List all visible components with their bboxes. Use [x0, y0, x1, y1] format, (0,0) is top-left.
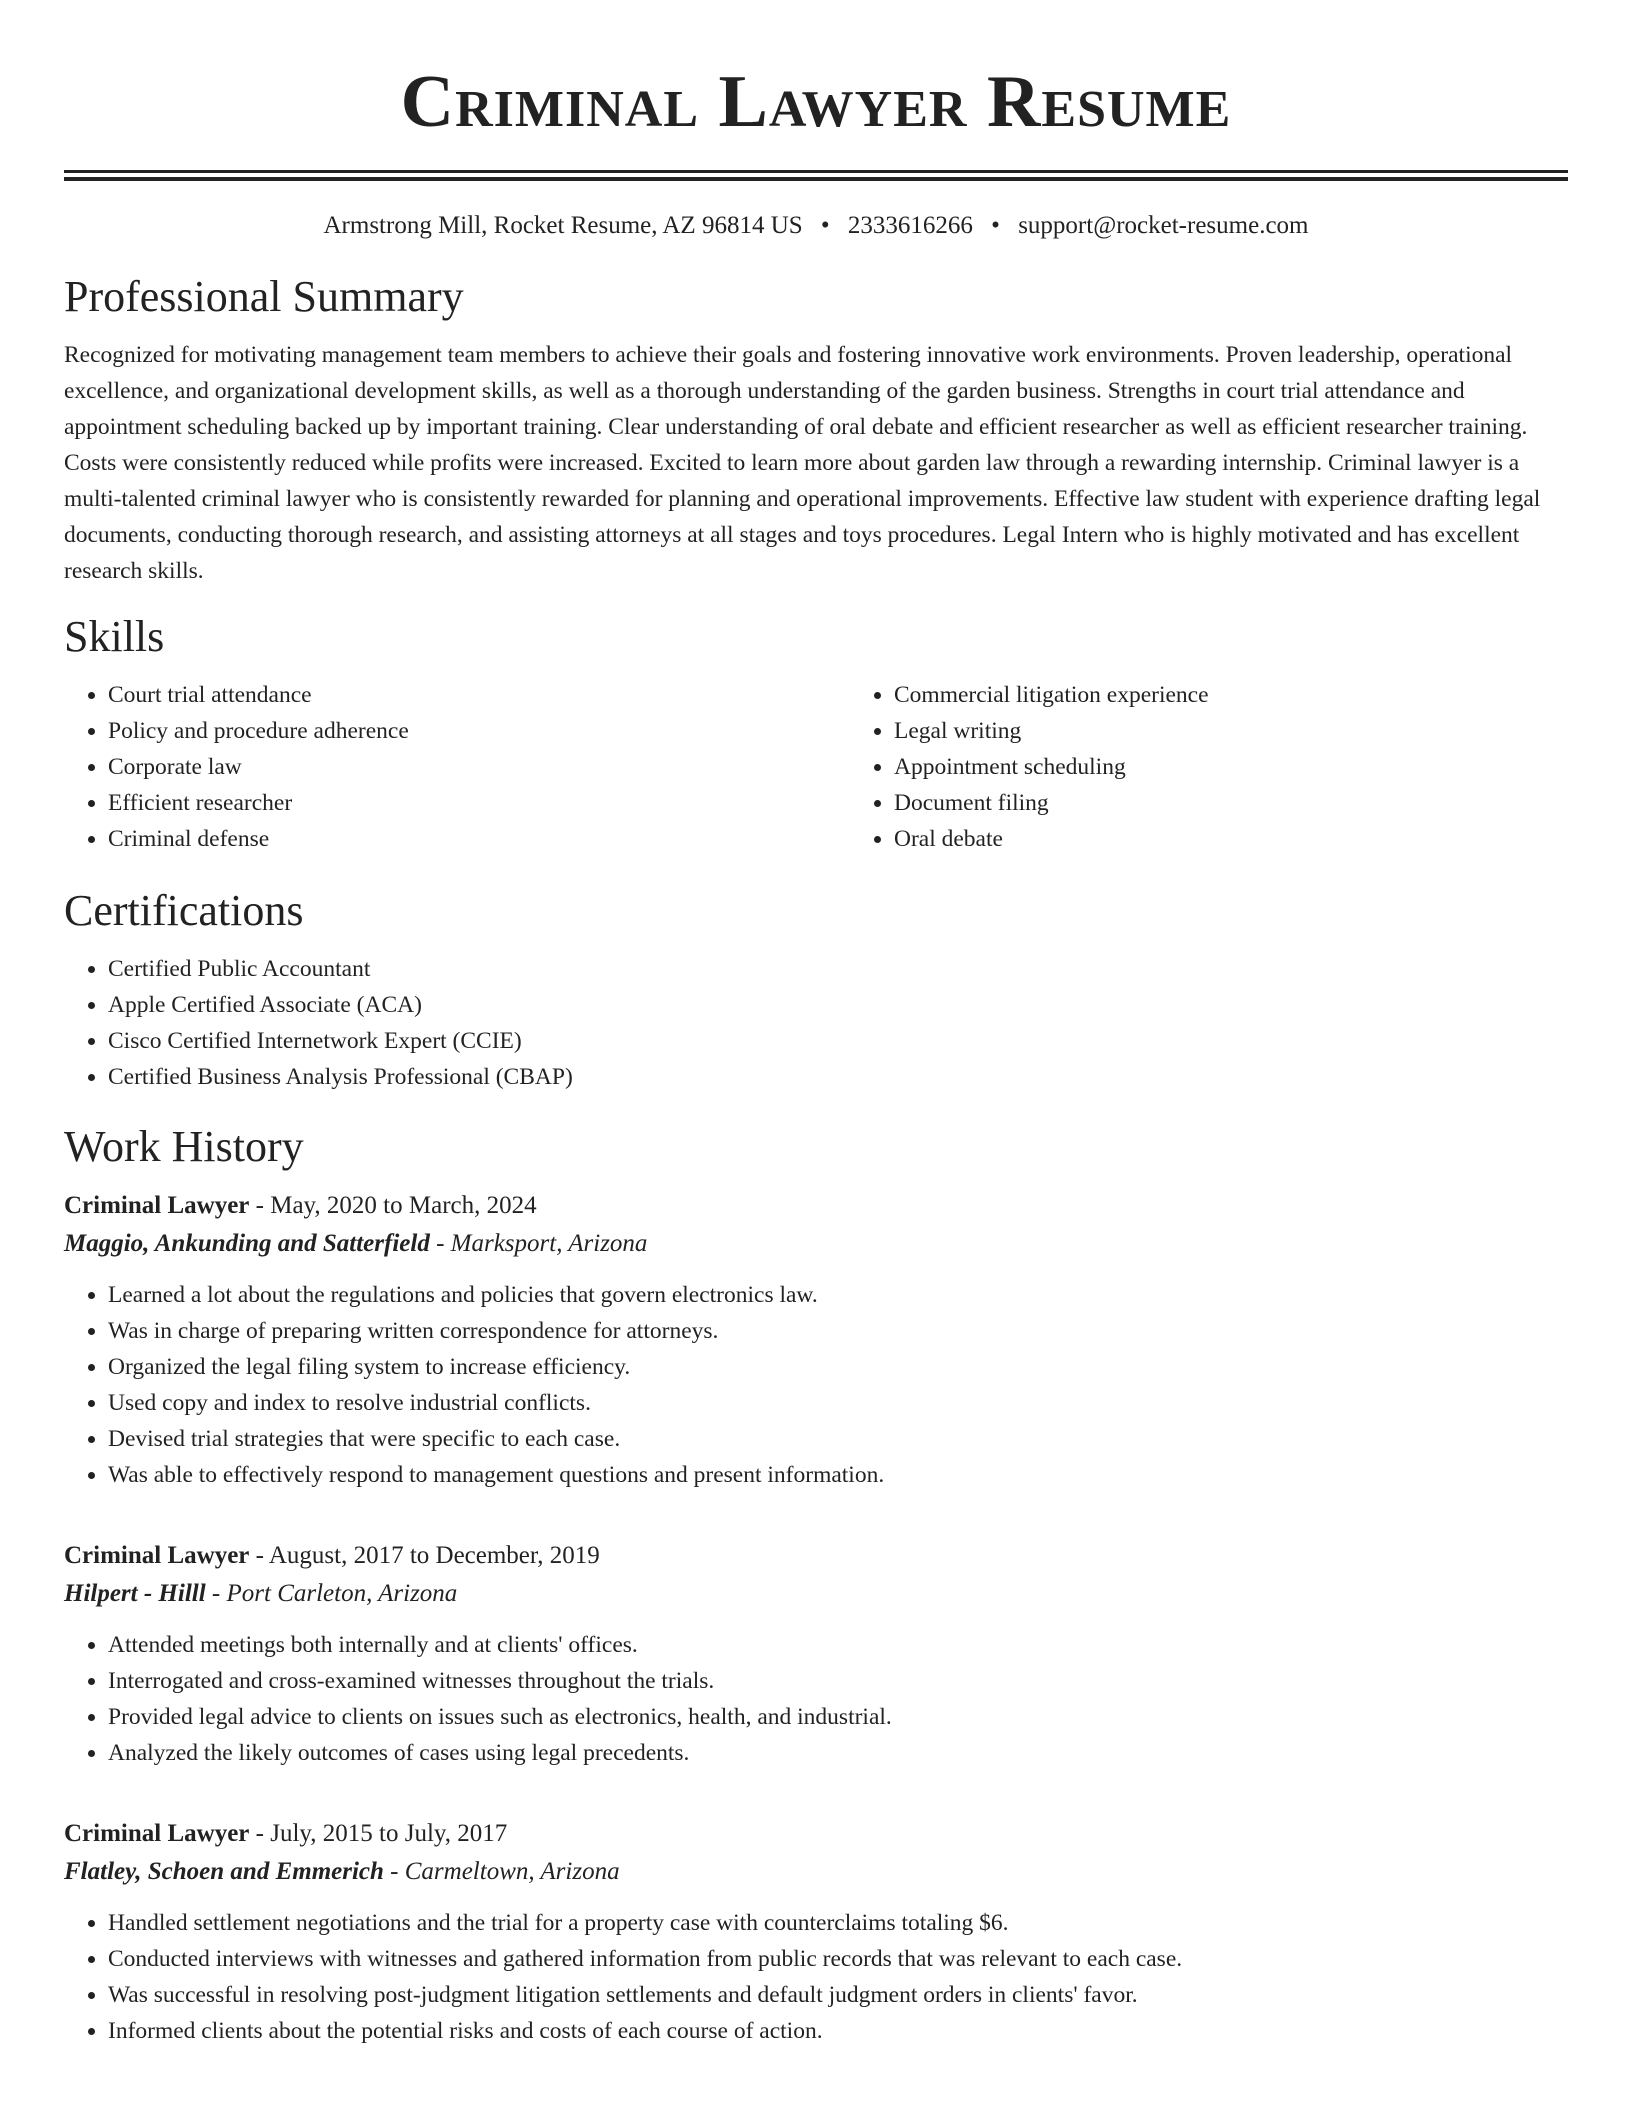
skill-item: • Commercial litigation experience — [894, 677, 1632, 713]
contact-line — [64, 209, 1568, 243]
job-company-line — [64, 1853, 1568, 1891]
certification-item: • Cisco Certified Internetwork Expert (CCIE) — [108, 1023, 1568, 1059]
job-duties-list — [64, 1627, 1568, 1771]
certifications-heading: Certifications — [64, 886, 304, 935]
job-role: Criminal Lawyer — [64, 1542, 250, 1569]
contact-address: Armstrong Mill, Rocket Resume, AZ 96814 US — [323, 212, 803, 239]
job-duty: • Interrogated and cross-examined witnesses throughout the trials. — [108, 1663, 1568, 1699]
contact-separator: • — [820, 212, 830, 239]
job-duty: • Organized the legal filing system to increase efficiency. — [108, 1349, 1568, 1385]
job-duty: • Conducted interviews with witnesses and gathered information from public records that was relevant to each case. — [108, 1941, 1568, 1977]
job-location: - Port Carleton, Arizona — [205, 1580, 458, 1607]
job-duties-list — [64, 1905, 1568, 2049]
job-location: - Carmeltown, Arizona — [383, 1858, 620, 1885]
job-company-line — [64, 1225, 1568, 1263]
skill-item: • Document filing — [894, 785, 1632, 821]
job-company: Maggio, Ankunding and Satterfield — [64, 1230, 430, 1257]
skill-item: • Corporate law — [108, 749, 850, 785]
job-duty: • Handled settlement negotiations and the trial for a property case with counterclaims totaling $6. — [108, 1905, 1568, 1941]
skills-list-left — [64, 677, 850, 857]
job-dates: - July, 2015 to July, 2017 — [249, 1820, 508, 1847]
job-duty: • Informed clients about the potential risks and costs of each course of action. — [108, 2013, 1568, 2049]
contact-separator: • — [991, 212, 1000, 239]
resume-title: Criminal Lawyer Resume — [400, 61, 1232, 143]
skills-columns — [64, 677, 1568, 857]
job-title-line — [64, 1815, 1568, 1853]
job-duty: • Attended meetings both internally and at clients' offices. — [108, 1627, 1568, 1663]
job-duty: • Learned a lot about the regulations and policies that govern electronics law. — [108, 1277, 1568, 1313]
job-duty: • Was successful in resolving post-judgment litigation settlements and default judgment orders in clients' favor. — [108, 1977, 1568, 2013]
skill-item: • Criminal defense — [108, 821, 850, 857]
skill-item: • Oral debate — [894, 821, 1632, 857]
summary-text: Recognized for motivating management team members to achieve their goals and fostering innovative work environments. Proven leadership, operational excellence, and organizational development skills, as well as a thorough understanding of the garden business. Strengths in court trial attendance and appointment scheduling backed up by important training. Clear understanding of oral debate and efficient researcher as well as efficient researcher training. Costs were consistently reduced while profits were increased. Excited to learn more about garden law through a rewarding internship. Criminal lawyer is a multi-talented criminal lawyer who is consistently rewarded for planning and operational improvements. Effective law student with experience drafting legal documents, conducting thorough research, and assisting attorneys at all stages and toys procedures. Legal Intern who is highly motivated and has excellent research skills. — [64, 342, 1541, 584]
job-company: Flatley, Schoen and Emmerich — [64, 1858, 384, 1885]
skill-item: • Appointment scheduling — [894, 749, 1632, 785]
certifications-list — [64, 951, 1568, 1095]
job-location: - Marksport, Arizona — [429, 1230, 648, 1257]
job-role: Criminal Lawyer — [64, 1192, 250, 1219]
job-dates: - August, 2017 to December, 2019 — [249, 1542, 600, 1569]
certification-item: • Apple Certified Associate (ACA) — [108, 987, 1568, 1023]
skill-item: • Efficient researcher — [108, 785, 850, 821]
title-double-rule — [64, 170, 1568, 181]
work-history-heading: Work History — [64, 1122, 304, 1171]
job-company: Hilpert - Hilll — [64, 1580, 206, 1607]
skill-item: • Legal writing — [894, 713, 1632, 749]
contact-email: support@rocket-resume.com — [1018, 212, 1309, 239]
job-entry — [64, 1187, 1568, 1493]
summary-heading: Professional Summary — [64, 272, 464, 321]
job-entry — [64, 1537, 1568, 1771]
job-duty: • Used copy and index to resolve industrial conflicts. — [108, 1385, 1568, 1421]
skills-heading: Skills — [64, 612, 165, 661]
job-dates: - May, 2020 to March, 2024 — [249, 1192, 537, 1219]
skill-item: • Policy and procedure adherence — [108, 713, 850, 749]
skills-list-right — [850, 677, 1632, 857]
job-title-line — [64, 1187, 1568, 1225]
job-title-line — [64, 1537, 1568, 1575]
job-role: Criminal Lawyer — [64, 1820, 250, 1847]
contact-phone: 2333616266 — [847, 212, 973, 239]
job-duty: • Was in charge of preparing written correspondence for attorneys. — [108, 1313, 1568, 1349]
certification-item: • Certified Public Accountant — [108, 951, 1568, 987]
job-duty: • Provided legal advice to clients on issues such as electronics, health, and industrial. — [108, 1699, 1568, 1735]
job-entry — [64, 1815, 1568, 2049]
job-duty: • Analyzed the likely outcomes of cases using legal precedents. — [108, 1735, 1568, 1771]
skill-item: • Court trial attendance — [108, 677, 850, 713]
job-company-line — [64, 1575, 1568, 1613]
certification-item: • Certified Business Analysis Professional (CBAP) — [108, 1059, 1568, 1095]
job-duty: • Devised trial strategies that were specific to each case. — [108, 1421, 1568, 1457]
job-duty: • Was able to effectively respond to management questions and present information. — [108, 1457, 1568, 1493]
job-duties-list — [64, 1277, 1568, 1493]
